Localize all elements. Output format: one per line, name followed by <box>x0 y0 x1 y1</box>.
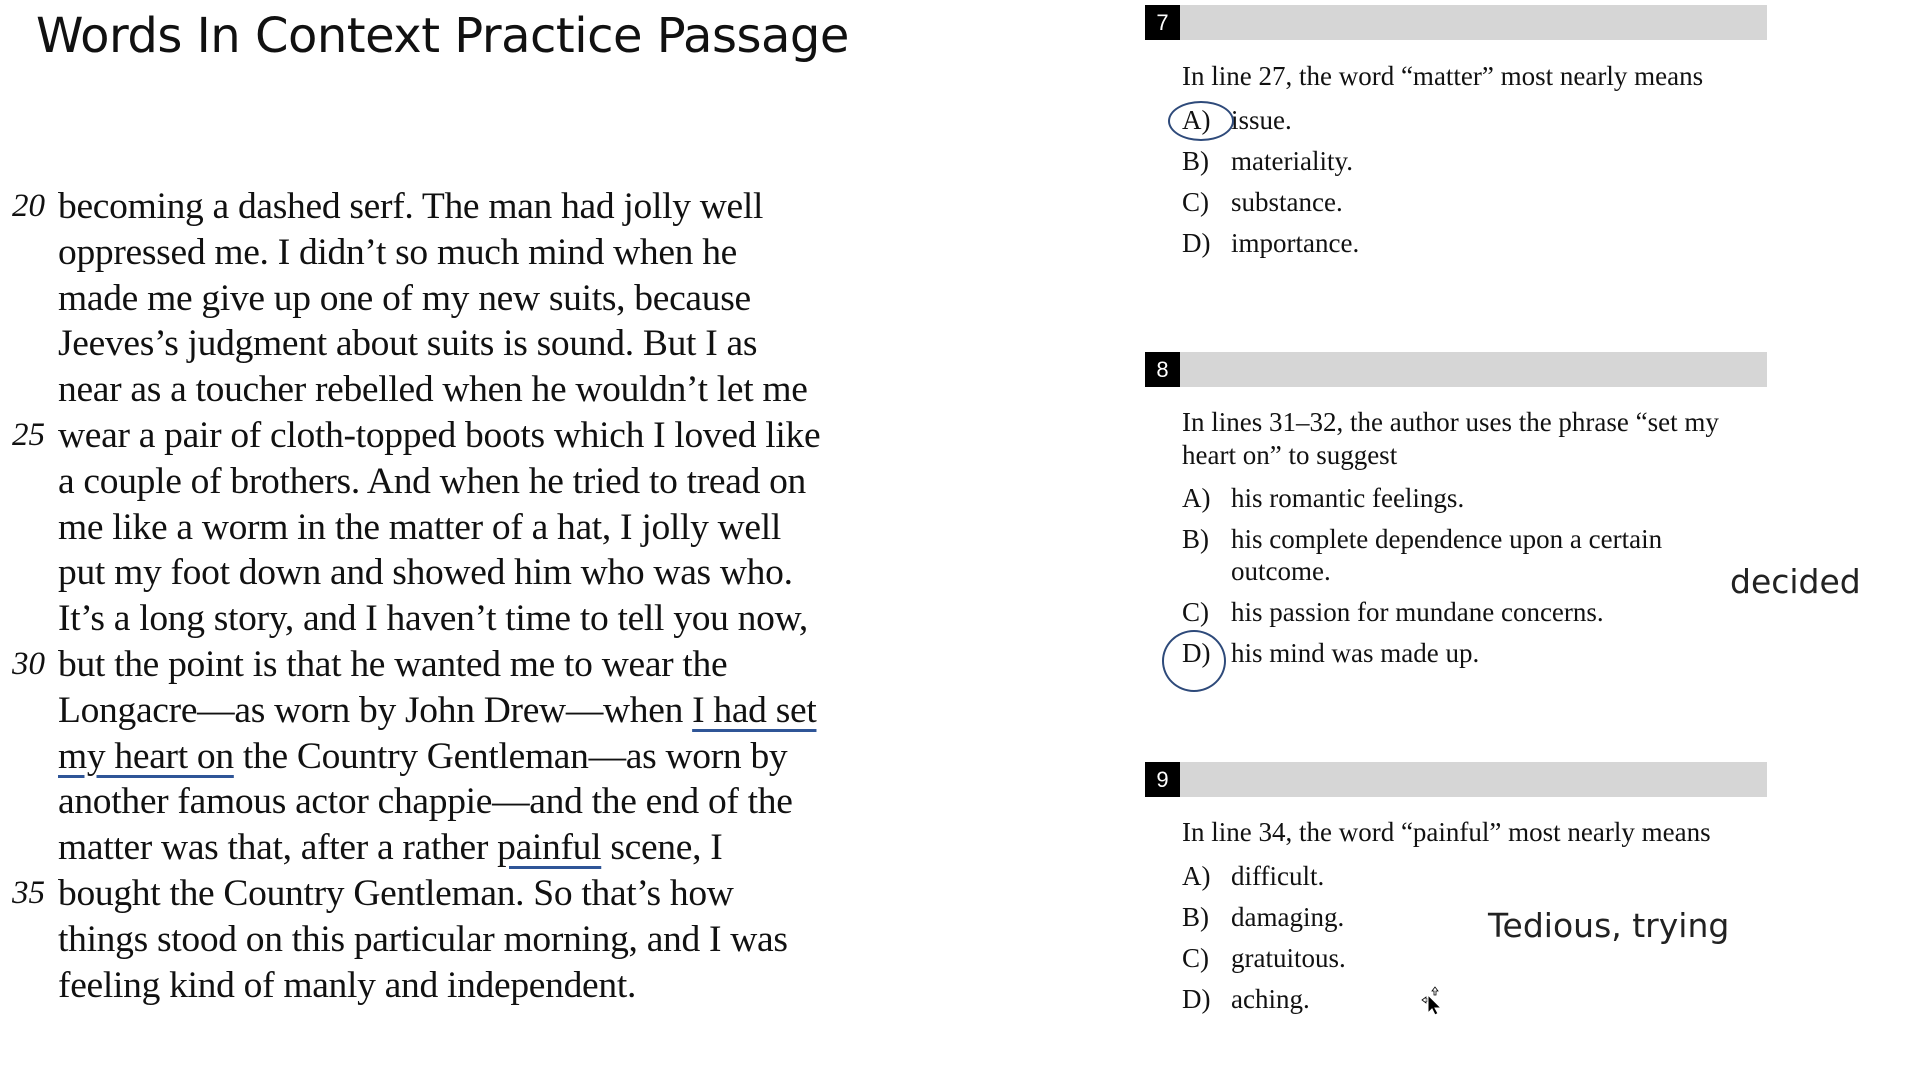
line-text: feeling kind of manly and independent. <box>58 964 637 1006</box>
question-7-header-bar <box>1145 5 1767 40</box>
line-number: 25 <box>12 416 45 453</box>
line-text-part: the Country Gentleman—as worn by <box>233 735 788 777</box>
line-text: oppressed me. I didn’t so much mind when he <box>58 231 738 273</box>
line-text: things stood on this particular morning, and I was <box>58 918 788 960</box>
line-text: me like a worm in the matter of a hat, I jolly well <box>58 506 782 548</box>
question-8-prompt: In lines 31–32, the author uses the phrase “set my heart on” to suggest <box>1182 407 1719 470</box>
line-text <box>58 734 787 780</box>
line-text <box>58 825 722 871</box>
line-text-part: Longacre—as worn by John Drew—when <box>58 689 693 731</box>
option-text: his complete dependence upon a certain outcome. <box>1231 524 1663 586</box>
line-number: 30 <box>12 645 45 682</box>
option-text: materiality. <box>1231 146 1353 176</box>
question-9-option-d[interactable] <box>1182 983 1310 1015</box>
line-text: Jeeves’s judgment about suits is sound. But I as <box>58 323 758 365</box>
handwritten-note-decided: decided <box>1730 562 1861 601</box>
option-text: issue. <box>1231 105 1292 135</box>
answer-circle-q8 <box>1162 630 1226 692</box>
option-text: difficult. <box>1231 861 1325 891</box>
line-text-part: scene, I <box>601 827 723 869</box>
option-letter: A) <box>1182 483 1211 513</box>
underlined-word: painful <box>497 827 602 869</box>
line-text: made me give up one of my new suits, because <box>58 277 751 319</box>
line-text: another famous actor chappie—and the end of the <box>58 781 793 823</box>
line-text: It’s a long story, and I haven’t time to tell you now, <box>58 598 808 640</box>
underlined-phrase: I had set <box>692 689 817 731</box>
option-text: substance. <box>1231 187 1343 217</box>
line-text: wear a pair of cloth-topped boots which I loved like <box>58 414 821 456</box>
handwritten-note-tedious: Tedious, trying <box>1488 906 1730 945</box>
option-letter: D) <box>1182 228 1211 258</box>
option-text: gratuitous. <box>1231 943 1346 973</box>
option-text: his romantic feelings. <box>1231 483 1465 513</box>
line-text <box>58 688 816 734</box>
question-number: 8 <box>1145 352 1180 387</box>
option-text: his passion for mundane concerns. <box>1231 597 1604 627</box>
question-7-prompt: In line 27, the word “matter” most nearly means <box>1182 61 1704 91</box>
question-7-option-c[interactable] <box>1182 186 1343 218</box>
question-9-option-b[interactable] <box>1182 901 1344 933</box>
line-number: 35 <box>12 874 45 911</box>
question-9-option-c[interactable] <box>1182 942 1346 974</box>
option-text: aching. <box>1231 984 1310 1014</box>
question-7-option-b[interactable] <box>1182 145 1353 177</box>
line-text: but the point is that he wanted me to wear the <box>58 643 728 685</box>
line-text-part: matter was that, after a rather <box>58 827 498 869</box>
line-text: bought the Country Gentleman. So that’s how <box>58 872 734 914</box>
question-number: 7 <box>1145 5 1180 40</box>
line-text: becoming a dashed serf. The man had jolly well <box>58 186 764 227</box>
question-9-header-bar <box>1145 762 1767 797</box>
option-letter: C) <box>1182 187 1209 217</box>
option-letter: A) <box>1182 105 1211 135</box>
option-letter: D) <box>1182 638 1211 668</box>
line-text: near as a toucher rebelled when he wouldn’t let me <box>58 369 808 411</box>
question-8-option-d[interactable] <box>1182 637 1479 669</box>
question-9-option-a[interactable] <box>1182 860 1324 892</box>
option-text: his mind was made up. <box>1231 638 1480 668</box>
move-cursor-icon <box>1420 985 1450 1015</box>
option-text: importance. <box>1231 228 1360 258</box>
option-letter: C) <box>1182 943 1209 973</box>
line-text: a couple of brothers. And when he tried to tread on <box>58 460 807 502</box>
question-number: 9 <box>1145 762 1180 797</box>
question-7-option-d[interactable] <box>1182 227 1359 259</box>
option-letter: C) <box>1182 597 1209 627</box>
underlined-phrase: my heart on <box>58 735 234 777</box>
question-8-option-b[interactable] <box>1182 523 1711 587</box>
option-letter: D) <box>1182 984 1211 1014</box>
option-letter: B) <box>1182 524 1209 554</box>
option-letter: B) <box>1182 902 1209 932</box>
option-text: damaging. <box>1231 902 1345 932</box>
question-8-header-bar <box>1145 352 1767 387</box>
line-text: put my foot down and showed him who was who. <box>58 552 793 594</box>
question-8-option-c[interactable] <box>1182 596 1604 628</box>
answer-circle-q7 <box>1168 101 1234 141</box>
option-letter: A) <box>1182 861 1211 891</box>
line-number: 20 <box>12 188 45 224</box>
option-letter: B) <box>1182 146 1209 176</box>
page-title: Words In Context Practice Passage <box>36 8 849 64</box>
question-9-prompt: In line 34, the word “painful” most nearly means <box>1182 817 1711 847</box>
question-8-option-a[interactable] <box>1182 482 1464 514</box>
